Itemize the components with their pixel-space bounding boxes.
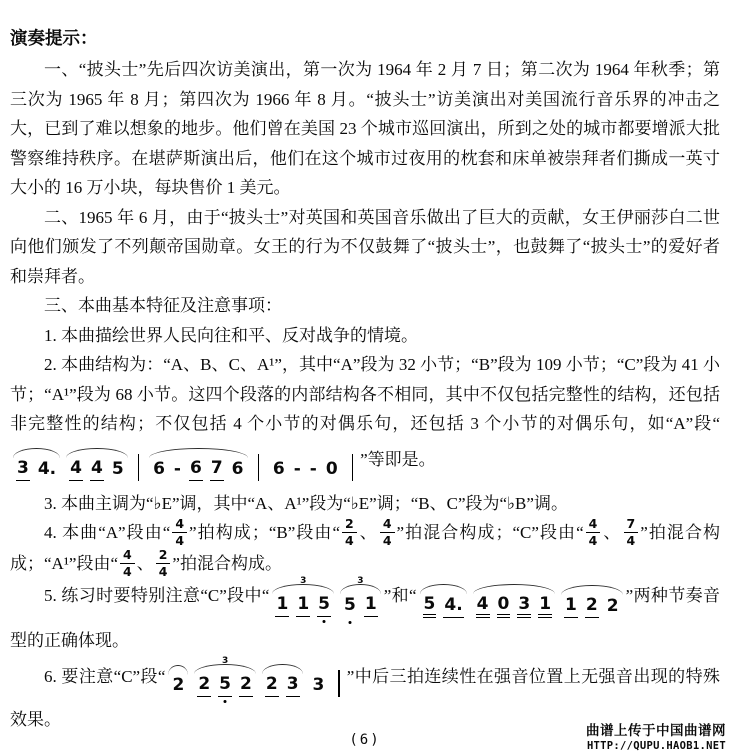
time-signature-2-4: $\frac{2}{4}$	[156, 548, 171, 579]
time-signature-7-4: $\frac{7}{4}$	[624, 517, 639, 548]
note-item-6-tail: ”中后三拍连续性在强音位置上无强音出现的特殊效果。	[10, 667, 720, 730]
paragraph-mbe-honor: 二、1965 年 6 月，由于“披头士”对英国和英国音乐做出了巨大的贡献，女王伊丽莎白二世向他们颁发了不列颠帝国勋章。女王的行为不仅鼓舞了“披头士”，也鼓舞了“披头士”的爱好者和崇拜者。	[10, 207, 720, 286]
note-item-2-tail: ”等即是。	[360, 449, 436, 469]
note-item-4	[10, 515, 721, 581]
time-signature-4-4: $\frac{4}{4}$	[120, 548, 135, 579]
watermark	[586, 724, 726, 752]
note-item-4-text-0: 4. 本曲“A”段由“	[44, 523, 171, 542]
note-item-1: 1. 本曲描绘世界人民向往和平、反对战争的情境。	[44, 325, 418, 345]
note-item-3: 3. 本曲主调为“♭E”调，其中“A、A¹”段为“♭E”调；“B、C”段为“♭B”调。	[44, 493, 568, 513]
page-number: (6)	[349, 732, 381, 748]
note-item-5-tail: ”两种节奏音型的正确体现。	[10, 585, 720, 650]
paragraph-us-tours: 一、“披头士”先后四次访美演出，第一次为 1964 年 2 月 7 日；第二次为 1964 年秋季；第三次为 1965 年 8 月；第四次为 1966 年 8 月。“披头士”访美演出对美国流行音乐界的冲击之大，已到了难以想象的地步。他们曾在美国 23 个城市巡回演出，所到之处的城市都要增派大批警察维持秩序。在堪萨斯演出后，他们在这个城市过夜用的枕套和床单被崇拜者们撕成一英寸大小的 16 万小块，每块售价 1 美元。	[10, 60, 720, 197]
watermark-site-name: 曲谱上传于中国曲谱网	[586, 723, 726, 740]
watermark-site-url: HTTP://QUPU.HAOB1.NET	[586, 739, 726, 752]
note-item-4-text-4: 、	[602, 523, 622, 542]
time-signature-4-4: $\frac{4}{4}$	[380, 517, 395, 548]
note-item-4-text-5: ”拍混合构成；“A¹”段由“	[10, 523, 721, 574]
note-item-5-text: 5. 练习时要特别注意“C”段中“	[44, 585, 270, 605]
note-item-4-text-6: 、	[136, 554, 154, 574]
note-item-4-text-7: ”拍混合构成。	[172, 554, 282, 574]
time-signature-2-4: $\frac{2}{4}$	[342, 517, 357, 548]
note-item-2	[10, 350, 720, 489]
note-item-5-mid: ”和“	[383, 585, 417, 605]
page-title: 演奏提示：	[10, 28, 98, 48]
notation-phrase-c: 5 4. 4 0 3 1 1 2 2	[417, 581, 626, 626]
notation-phrase-a: 3 4. 4 4 5 6 - 6 7 6 6 - - 0	[10, 439, 360, 489]
note-item-4-text-2: 、	[358, 523, 378, 542]
note-item-4-text-3: ”拍混合构成；“C”段由“	[396, 523, 584, 542]
time-signature-4-4: $\frac{4}{4}$	[172, 517, 187, 548]
note-item-5	[10, 575, 720, 656]
notation-phrase-b: 3 1 1 5 3 5 1	[269, 581, 383, 625]
notation-phrase-d: 2 3 2 5 2 2 3 3	[165, 655, 346, 705]
time-signature-4-4: $\frac{4}{4}$	[586, 517, 601, 548]
section-heading-features: 三、本曲基本特征及注意事项：	[44, 296, 282, 315]
note-item-4-text-1: ”拍构成；“B”段由“	[189, 523, 340, 542]
note-item-6-text: 6. 要注意“C”段“	[44, 667, 166, 687]
note-item-2-text: 2. 本曲结构为：“A、B、C、A¹”，其中“A”段为 32 小节；“B”段为 109 小节；“C”段为 41 小节；“A¹”段为 68 小节。这四个段落的内部结构各不相同，其中不仅包括完整性的结构，还包括非完整性的结构；不仅包括 4 个小节的对偶乐句，还包括 3 个小节的对偶乐句，如“A”段“	[10, 355, 720, 433]
